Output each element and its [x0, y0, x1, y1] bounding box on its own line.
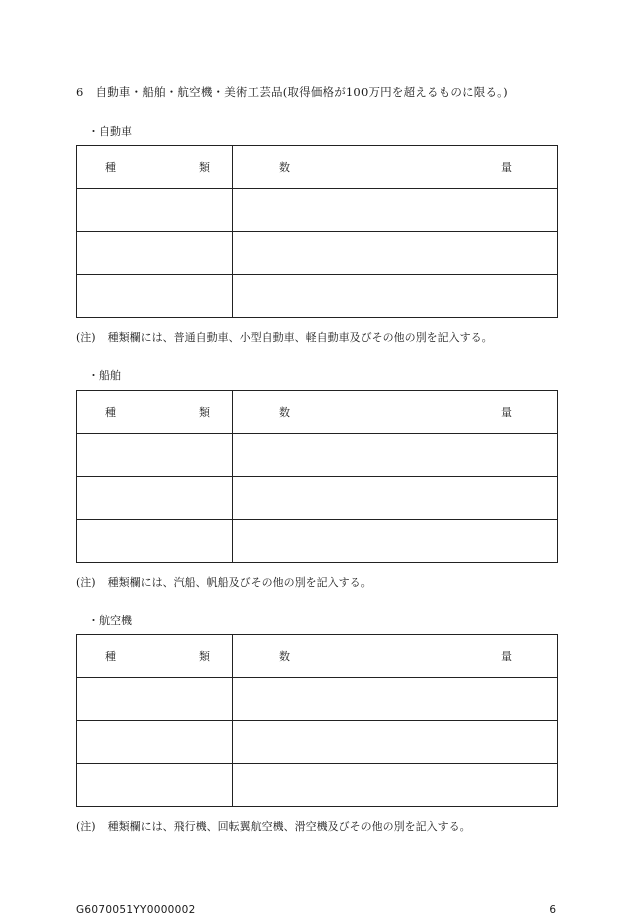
automobiles-note — [76, 329, 493, 345]
section-number: 6 — [76, 85, 84, 99]
kind-header-right: 類 — [199, 650, 210, 663]
quantity-header — [233, 391, 558, 434]
kind-cell[interactable] — [77, 477, 233, 520]
quantity-header — [233, 146, 558, 189]
ships-label: ・船舶 — [88, 369, 121, 382]
kind-cell[interactable] — [77, 678, 233, 721]
kind-cell[interactable] — [77, 721, 233, 764]
table-row — [77, 678, 558, 721]
section-title: 自動車・船舶・航空機・美術工芸品(取得価格が100万円を超えるものに限る。) — [95, 85, 508, 99]
table-header-row — [77, 391, 558, 434]
quantity-header-right: 量 — [501, 161, 512, 174]
quantity-cell[interactable] — [233, 232, 558, 275]
note-mark: (注) — [76, 820, 96, 833]
kind-header-left: 種 — [105, 161, 116, 174]
kind-header — [77, 391, 233, 434]
quantity-cell[interactable] — [233, 721, 558, 764]
table-row — [77, 275, 558, 318]
table-header-row — [77, 146, 558, 189]
aircraft-table — [76, 634, 558, 807]
automobiles-table — [76, 145, 558, 318]
kind-header — [77, 146, 233, 189]
quantity-cell[interactable] — [233, 275, 558, 318]
kind-cell[interactable] — [77, 189, 233, 232]
note-text: 種類欄には、飛行機、回転翼航空機、滑空機及びその他の別を記入する。 — [107, 820, 471, 833]
quantity-cell[interactable] — [233, 678, 558, 721]
kind-header-left: 種 — [105, 650, 116, 663]
page-number: 6 — [549, 904, 556, 916]
table-row — [77, 434, 558, 477]
kind-cell[interactable] — [77, 764, 233, 807]
table-row — [77, 189, 558, 232]
table-header-row — [77, 635, 558, 678]
kind-cell[interactable] — [77, 520, 233, 563]
ships-note — [76, 574, 372, 590]
section-heading — [76, 84, 508, 100]
note-text: 種類欄には、普通自動車、小型自動車、軽自動車及びその他の別を記入する。 — [107, 331, 493, 344]
kind-header-left: 種 — [105, 406, 116, 419]
ships-table — [76, 390, 558, 563]
quantity-cell[interactable] — [233, 189, 558, 232]
document-code: G6070051YY0000002 — [76, 904, 196, 916]
kind-header — [77, 635, 233, 678]
quantity-header-left: 数 — [279, 650, 290, 663]
note-mark: (注) — [76, 576, 96, 589]
quantity-header-right: 量 — [501, 406, 512, 419]
note-mark: (注) — [76, 331, 96, 344]
quantity-header-right: 量 — [501, 650, 512, 663]
note-text: 種類欄には、汽船、帆船及びその他の別を記入する。 — [107, 576, 372, 589]
quantity-header-left: 数 — [279, 161, 290, 174]
kind-cell[interactable] — [77, 232, 233, 275]
aircraft-label: ・航空機 — [88, 614, 132, 627]
quantity-header — [233, 635, 558, 678]
automobiles-label: ・自動車 — [88, 125, 132, 138]
kind-header-right: 類 — [199, 406, 210, 419]
table-row — [77, 764, 558, 807]
kind-cell[interactable] — [77, 434, 233, 477]
table-row — [77, 477, 558, 520]
aircraft-note — [76, 818, 471, 834]
table-row — [77, 721, 558, 764]
quantity-cell[interactable] — [233, 764, 558, 807]
kind-header-right: 類 — [199, 161, 210, 174]
table-row — [77, 520, 558, 563]
quantity-cell[interactable] — [233, 477, 558, 520]
kind-cell[interactable] — [77, 275, 233, 318]
table-row — [77, 232, 558, 275]
quantity-cell[interactable] — [233, 434, 558, 477]
quantity-cell[interactable] — [233, 520, 558, 563]
quantity-header-left: 数 — [279, 406, 290, 419]
